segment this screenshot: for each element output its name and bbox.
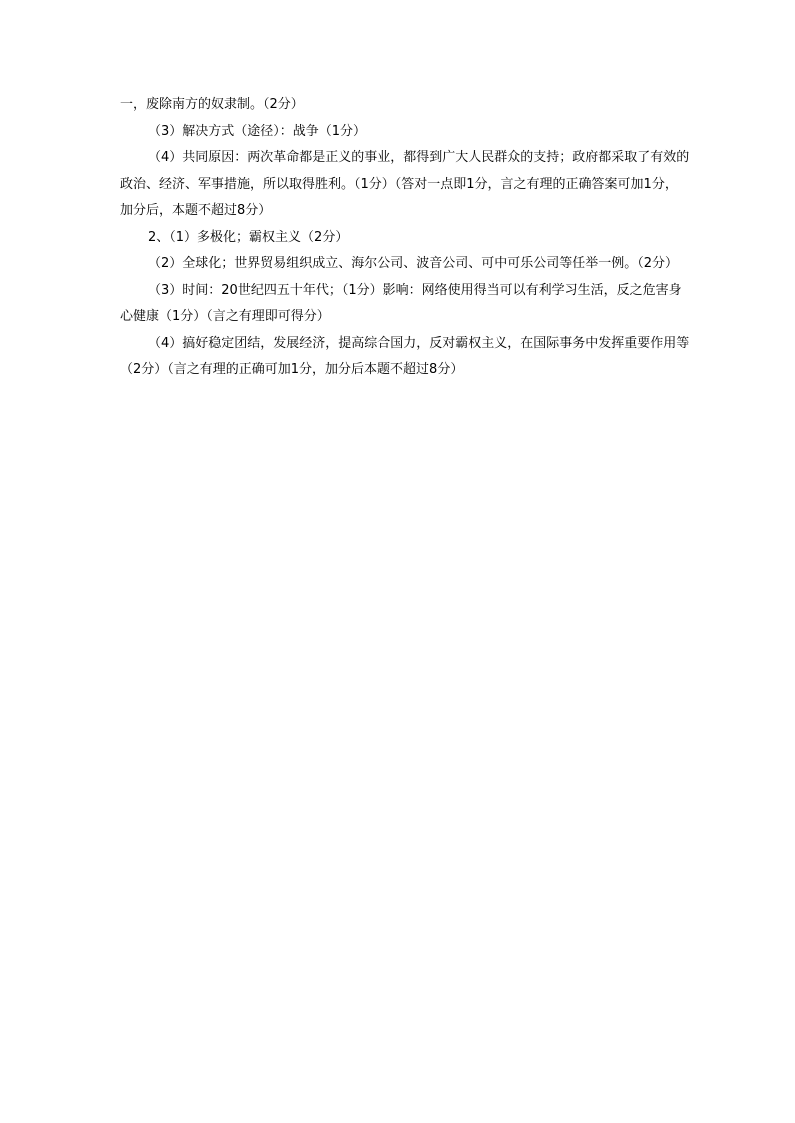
answer-line-q2-1: 2、（1）多极化；霸权主义（2分） — [148, 229, 349, 245]
answer-line-q2-3: （3）时间：20世纪四五十年代；（1分）影响：网络使用得当可以有利学习生活，反之危害身 — [148, 282, 682, 298]
answer-line-q2-4-continued: （2分）（言之有理的正确可加1分，加分后本题不超过8分） — [120, 362, 464, 377]
answer-line-4-common-reason: （4）共同原因：两次革命都是正义的事业，都得到广大人民群众的支持；政府都采取了有效的 — [148, 150, 690, 165]
answer-line-q2-2: （2）全球化；世界贸易组织成立、海尔公司、波音公司、可中可乐公司等任举一例。（2分） — [148, 256, 679, 271]
answer-line-3-solution: （3）解决方式（途径）：战争（1分） — [148, 123, 367, 139]
answer-line-q2-4: （4）搞好稳定团结，发展经济，提高综合国力，反对霸权主义，在国际事务中发挥重要作用等 — [148, 335, 690, 351]
answer-line-4-continued: 政治、经济、军事措施，所以取得胜利。（1分）（答对一点即1分，言之有理的正确答案可加1分， — [120, 176, 678, 192]
answer-text-block — [120, 92, 730, 384]
answer-line-4-bonus-note: 加分后，本题不超过8分） — [120, 203, 272, 218]
answer-line-abolish-slavery: 一，废除南方的奴隶制。（2分） — [120, 97, 304, 112]
answer-line-q2-3-continued: 心健康（1分）（言之有理即可得分） — [120, 309, 330, 324]
